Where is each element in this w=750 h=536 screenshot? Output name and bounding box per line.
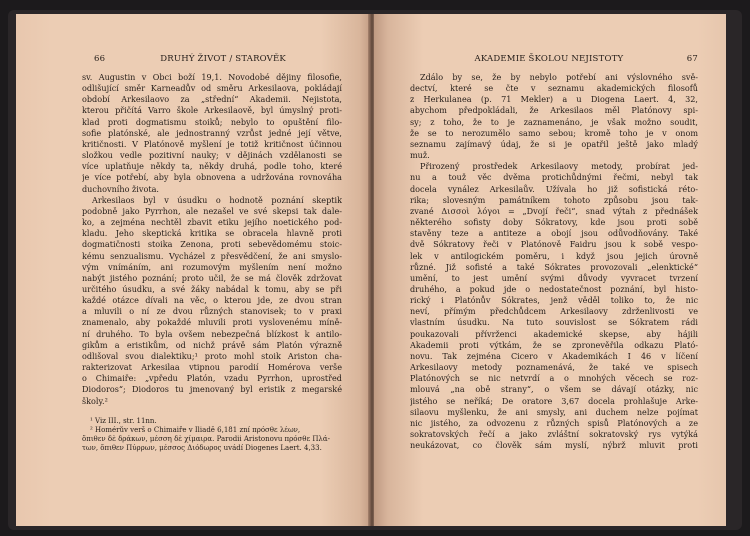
text-line: různé. Již sofisté a také Sókrates provozovali „elenktické“ bbox=[410, 261, 698, 272]
text-line: ¹ Viz III., str. 11nn. bbox=[90, 416, 157, 425]
text-line: Platónových se nic netvrdí a o mnohých věcech se roz- bbox=[410, 373, 698, 384]
text-line: je více potřebí, aby byla obnovena a udržována rovnováha bbox=[82, 172, 342, 183]
text-line: ὄπιθεν δὲ δράκων, μέσση δὲ χίμαιρα. Parodii Aristonovu πρόσθε Πλά- bbox=[82, 434, 330, 443]
text-line: poukazovali přívrženci akademické skepse, aby hájili bbox=[410, 328, 698, 339]
text-line: Zdálo by se, že by nebylo potřebí ani výslovného svě- bbox=[420, 72, 698, 82]
text-line: ko, a zejména nechtěl zbavit etiku jejího noetického pod- bbox=[82, 217, 342, 228]
page-number: 66 bbox=[94, 54, 106, 64]
text-line: novu. Tak zejména Cicero v Akademikách I 46 v líčení bbox=[410, 350, 698, 361]
text-line: sokratovských řečí a jako zvláštní sokratovský rys vytýká bbox=[410, 429, 698, 439]
text-line: των, ὄπιθεν Πύρρων, μέσσος Διόδωρος uvádí Diogenes Laert. 4,33. bbox=[82, 443, 322, 452]
text-line: rika; slovesným památníkem tohoto způsobu jsou tak- bbox=[410, 194, 698, 205]
text-line: stavěny teze a antiteze a obojí jsou odůvodňovány. Také bbox=[410, 228, 698, 239]
text-line: období Arkesilaovo za „střední“ Akademii. Nejistota, bbox=[82, 94, 342, 105]
text-line: sy; z toho, že to je zaznamenáno, je však možno soudit, bbox=[410, 116, 698, 127]
text-line: každé otázce dívali na věc, o kterou jde, ze dvou stran bbox=[82, 295, 342, 306]
text-line: gikům a eristikům, od nichž právě sám Platón výrazně bbox=[82, 339, 342, 350]
text-line: vým vnímáním, ani rozumovým myšlením není možno bbox=[82, 261, 342, 272]
text-line: dogmatičnosti stoika Zenona, proti sebevědomému stoic- bbox=[82, 239, 342, 250]
text-line: klad proti dogmatismu stoiků; nebylo to opuštění filo- bbox=[82, 116, 342, 127]
running-head: DRUHÝ ŽIVOT / STAROVĚK bbox=[160, 54, 286, 64]
running-head: AKADEMIE ŠKOLOU NEJISTOTY bbox=[474, 54, 624, 64]
text-line: jistého se neříká; De oratore 3,67 docela prohlašuje Arke- bbox=[410, 395, 698, 406]
left-page-footnotes bbox=[82, 417, 342, 453]
text-line: rakterizovat Arkesilaa vtipnou parodií Homérova verše bbox=[82, 362, 342, 373]
page-number: 67 bbox=[686, 54, 698, 64]
text-line: školy.² bbox=[82, 395, 108, 406]
left-page-header bbox=[94, 54, 342, 64]
text-line: ² Homérův verš o Chimaiře v Iliadě 6,181 zní πρόσθε λέων, bbox=[90, 425, 301, 434]
text-line: Diodoros“; Diodoros tu jmenovaný byl eristik z megarské bbox=[82, 384, 342, 395]
right-page-body bbox=[410, 72, 698, 451]
text-line: že se to nerozumělo samo sebou; kromě toho je v onom bbox=[410, 127, 698, 138]
text-line: ní druhého. To byla ovšem nebezpečná blízkost k antilo- bbox=[82, 328, 342, 339]
text-line: Přirozený prostředek Arkesilaovy metody, probírat jed- bbox=[420, 161, 698, 172]
text-line: mlouvá „na obě strany“, o všem se dávají otázky, nic bbox=[410, 384, 698, 395]
text-line: kladu. Jeho skeptická kritika se obracela hlavně proti bbox=[82, 228, 342, 239]
text-line: Arkesilaovy metody poznamenává, že také ve spisech bbox=[410, 362, 698, 373]
text-line: druhého, a pokud jde o nedostatečnost poznání, byl histo- bbox=[410, 283, 698, 294]
text-line: zvané Δισσοὶ λόγοι = „Dvojí řeči“, snad výtah z přednášek bbox=[410, 205, 698, 216]
text-line: odlišoval svou dialektiku;¹ proto mohl stoik Ariston cha- bbox=[82, 350, 342, 361]
text-line: nabýt jistého poznání; proto učil, že se má člověk zdržovat bbox=[82, 272, 342, 283]
text-line: odlišující směr Karneadův od směru Arkesilaova, pokládají bbox=[82, 83, 342, 94]
text-line: kému senzualismu. Vycházel z přesvědčení, že ani smyslo- bbox=[82, 250, 342, 261]
text-line: dectví, které se čte v seznamu akademických filosofů bbox=[410, 83, 698, 94]
right-page bbox=[374, 14, 726, 526]
text-line: vlastním úsudku. Na tuto souvislost se Sókratem rádi bbox=[410, 317, 698, 328]
text-line: neukázovat, co člověk sám myslí, nýbrž mluvit proti bbox=[410, 440, 698, 451]
text-line: některého sofisty doby Sókratovy, kde jsou proti sobě bbox=[410, 217, 698, 228]
text-line: o Chimaiře: „vpředu Platón, vzadu Pyrrhon, uprostřed bbox=[82, 373, 342, 384]
text-line: nu a touž věc dvěma protichůdnými řečmi, nebyl tak bbox=[410, 172, 698, 183]
text-line: nic jistého, za odvozenu z různých spisů Platónových a ze bbox=[410, 417, 698, 428]
text-line: umění, to jest umění svými důvody vyvracet tvrzení bbox=[410, 272, 698, 283]
text-line: dvě Sókratovy řeči v Platónově Faidru jsou k sobě vespo- bbox=[410, 239, 698, 250]
text-line: silaovu myšlenku, že ani smysly, ani duchem nelze pojímat bbox=[410, 406, 698, 417]
text-line: rický i Platónův Sókrates, jenž věděl toliko to, že nic bbox=[410, 295, 698, 306]
text-line: více uplatňuje někdy ta, někdy druhá, podle toho, které bbox=[82, 161, 342, 172]
text-line: abychom předpokládali, že Arkesilaos měl Platónovy spi- bbox=[410, 105, 698, 116]
left-page-body bbox=[82, 72, 342, 407]
text-line: neví, přímým předchůdcem Arkesilaovy zdrženlivosti ve bbox=[410, 306, 698, 317]
text-line: sofie platónské, ale jednostranný vzrůst jedné její větve, bbox=[82, 127, 342, 138]
right-page-header bbox=[410, 54, 698, 64]
text-line: docela vynález Arkesilaův. Užívala ho již sofistická réto- bbox=[410, 183, 698, 194]
text-line: podobně jako Pyrrhon, ale nezašel ve své skepsi tak dale- bbox=[82, 205, 342, 216]
left-page bbox=[16, 14, 370, 526]
text-line: složkou vedle pozitivní nauky; v dějinách vzdělanosti se bbox=[82, 150, 342, 161]
text-line: z Herkulanea (p. 71 Mekler) a u Diogena Laert. 4, 32, bbox=[410, 94, 698, 105]
text-line: seznamu zajímavý údaj, že si je opatřil ještě jako mladý bbox=[410, 138, 698, 149]
text-line: kterou přičítá Varro škole Arkesilaově, byl úmyslný proti- bbox=[82, 105, 342, 116]
text-line: lek v antilogickém poměru, i když jsou jejich úrovně bbox=[410, 250, 698, 261]
text-line: muž. bbox=[410, 150, 430, 161]
text-line: a mluvili o ní ze dvou různých stanovisek; to v praxi bbox=[82, 306, 342, 317]
text-line: sv. Augustin v Obci boží 19,1. Novodobé dějiny filosofie, bbox=[82, 72, 342, 82]
text-line: Akademii proti výtkám, že se zpronevěřila odkazu Plató- bbox=[410, 339, 698, 350]
text-line: určitého úsudku, a své žáky nabádal k tomu, aby se při bbox=[82, 283, 342, 294]
text-line: znamenalo, aby pokaždé mluvili proti vyslovenému míně- bbox=[82, 317, 342, 328]
text-line: kritičnosti. V Platónově myšlení je totiž kritičnost účinnou bbox=[82, 138, 342, 149]
text-line: Arkesilaos byl v úsudku o hodnotě poznání skeptik bbox=[92, 194, 342, 205]
text-line: duchovního života. bbox=[82, 183, 159, 194]
